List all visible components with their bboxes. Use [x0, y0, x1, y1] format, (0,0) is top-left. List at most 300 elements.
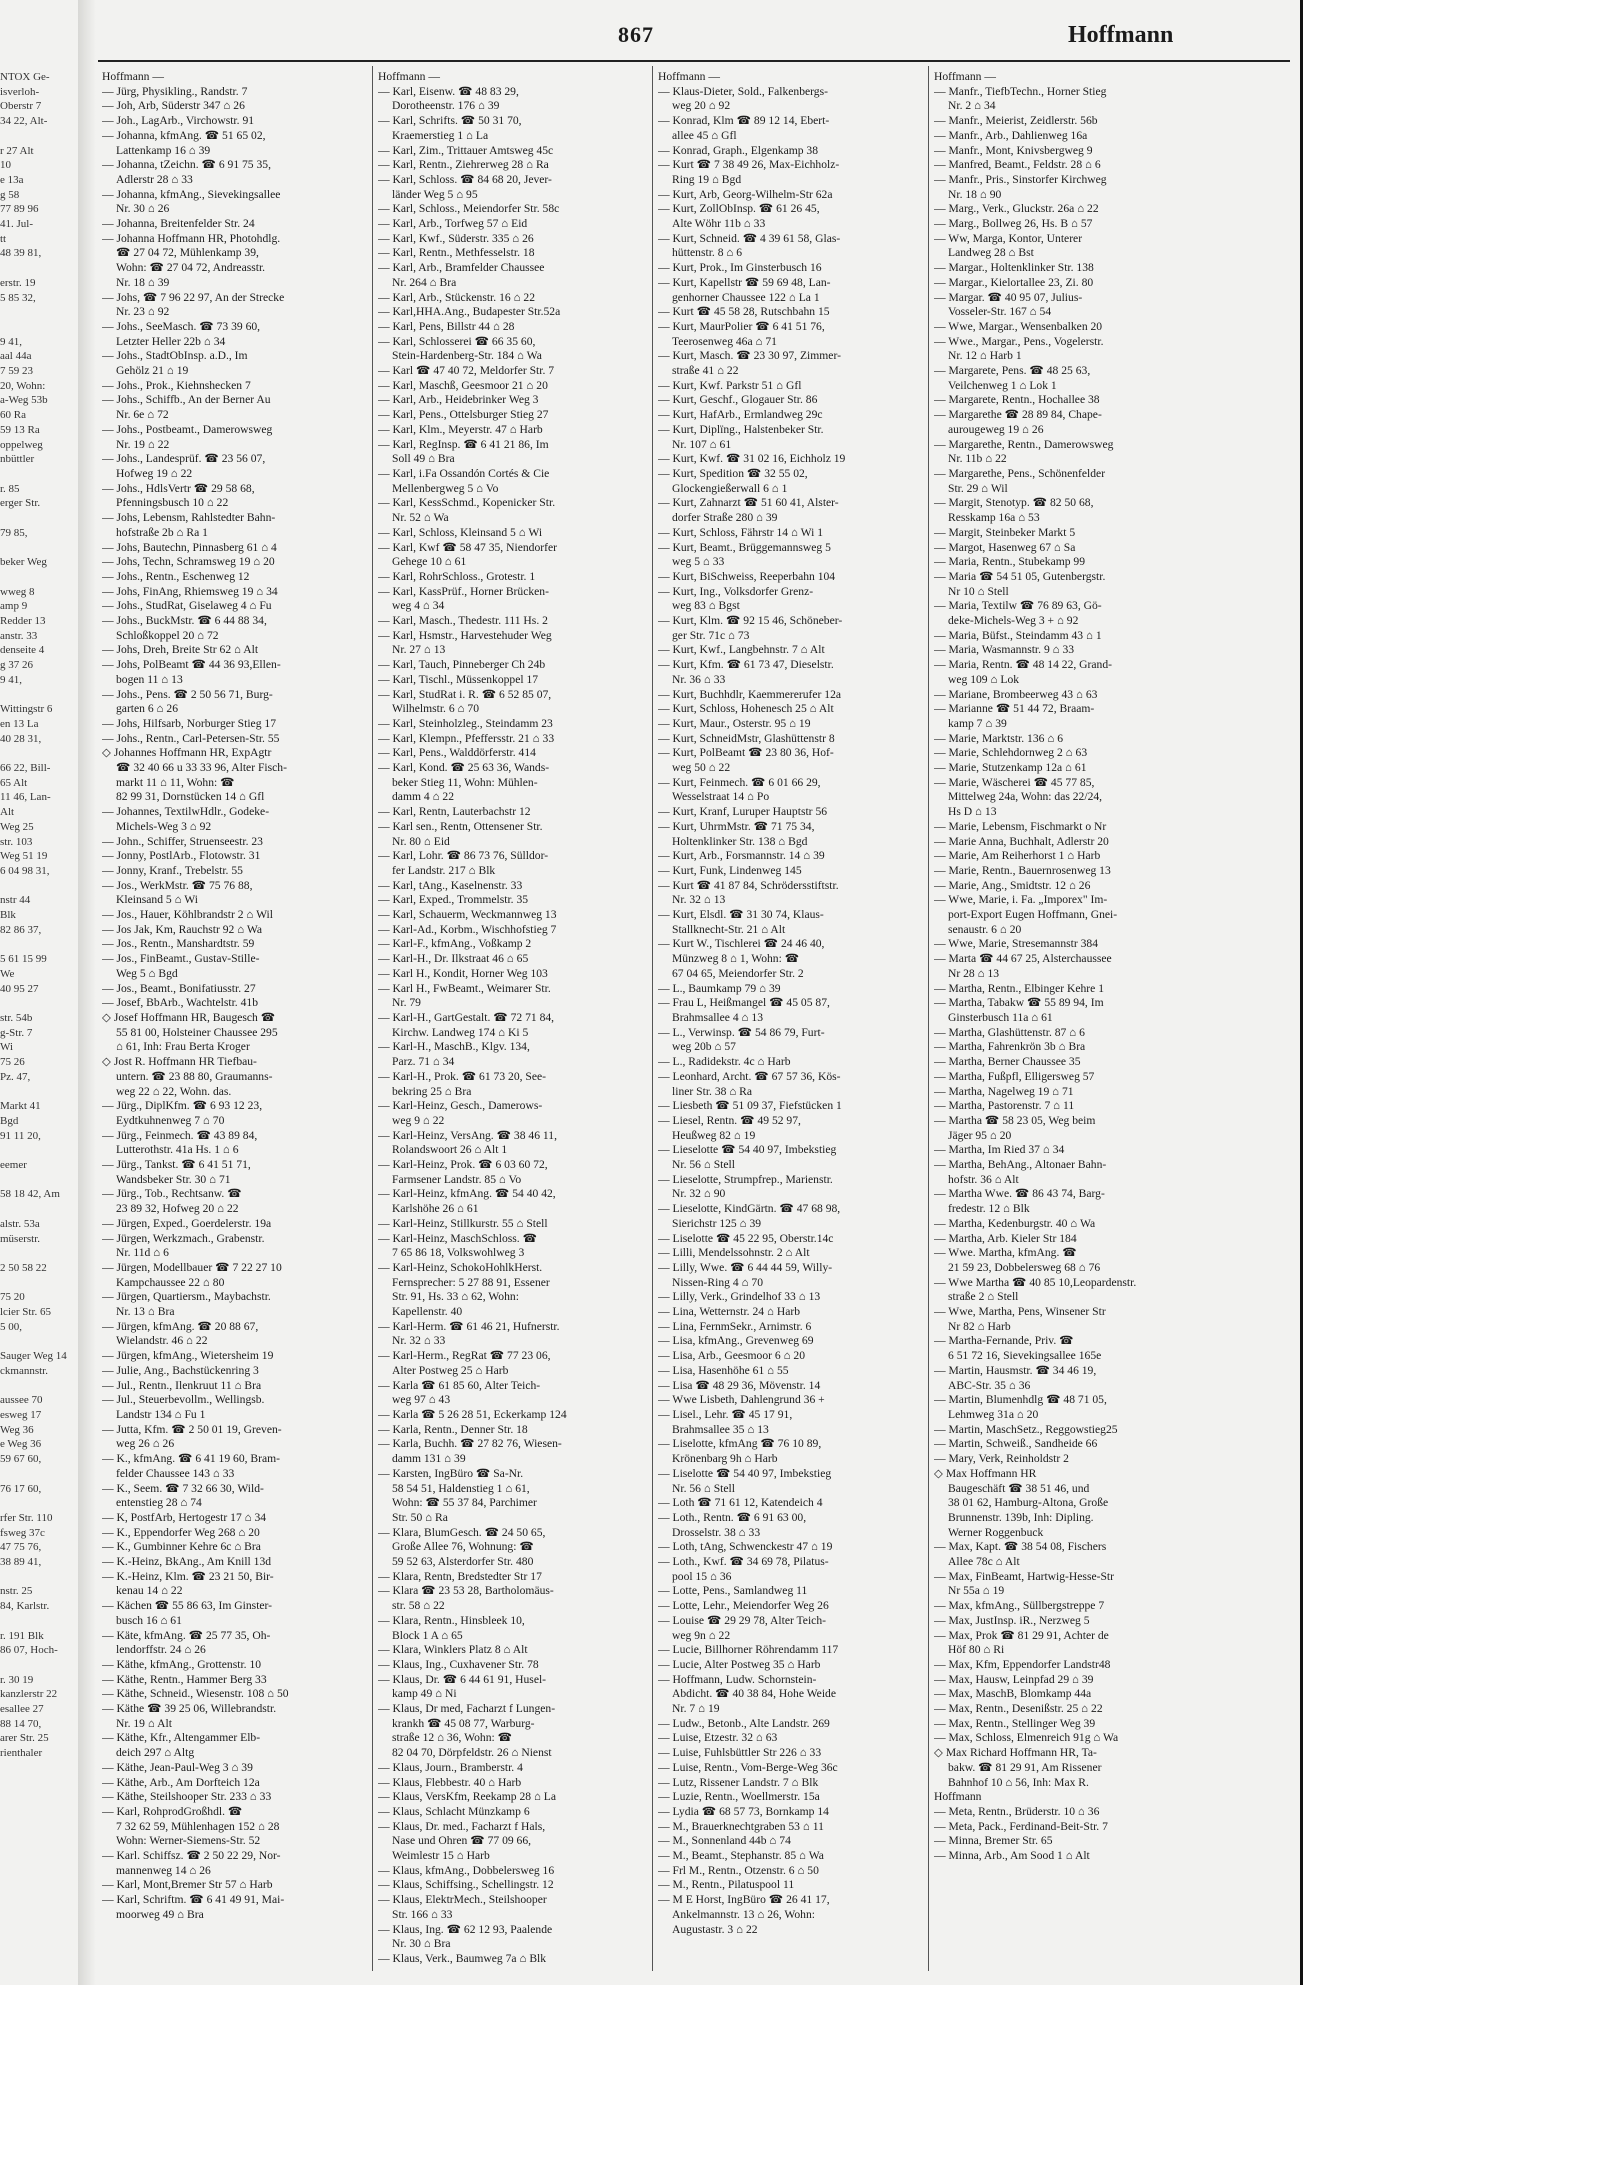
- directory-entry: 58 54 51, Haldenstieg 1 ⌂ 61,: [392, 1481, 530, 1495]
- directory-entry: — Maria, Büfst., Steindamm 43 ⌂ 1: [934, 628, 1102, 642]
- directory-entry: — Martha-Fernande, Priv. ☎: [934, 1334, 1074, 1348]
- directory-entry: Hs D ⌂ 13: [948, 805, 997, 819]
- facing-page-line: rfer Str. 110: [0, 1511, 53, 1524]
- directory-entry: — Maria, Rentn. ☎ 48 14 22, Grand-: [934, 658, 1113, 672]
- directory-entry: Nr. 52 ⌂ Wa: [392, 511, 449, 525]
- facing-page-line: 48 39 81,: [0, 247, 42, 260]
- directory-entry: — Jürg., Tankst. ☎ 6 41 51 71,: [102, 1158, 251, 1172]
- facing-page-line: 82 86 37,: [0, 923, 42, 936]
- facing-page-line: a-Weg 53b: [0, 394, 48, 407]
- directory-entry: — Klaus, Dr. med., Facharzt f Hals,: [378, 1819, 546, 1833]
- directory-entry: — Martha, Fußpfl, Elligersweg 57: [934, 1069, 1095, 1083]
- directory-entry: — Karl, Kwf., Süderstr. 335 ⌂ 26: [378, 231, 534, 245]
- directory-entry: — Kurt, BiSchweiss, Reeperbahn 104: [658, 569, 836, 583]
- directory-entry: — Käthe, Rentn., Hammer Berg 33: [102, 1672, 267, 1686]
- directory-entry: kamp 49 ⌂ Ni: [392, 1687, 457, 1701]
- directory-entry: — Frau L, Heißmangel ☎ 45 05 87,: [658, 996, 830, 1010]
- directory-entry: bogen 11 ⌂ 13: [116, 672, 183, 686]
- directory-entry: — Loth., Kwf. ☎ 34 69 78, Pilatus-: [658, 1555, 829, 1569]
- directory-entry: — Liesel, Rentn. ☎ 49 52 97,: [658, 1113, 801, 1127]
- directory-entry: — Wwe Martha ☎ 40 85 10,Leopardenstr.: [934, 1275, 1137, 1289]
- facing-page-line: arer Str. 25: [0, 1732, 49, 1745]
- facing-page-line: Blk: [0, 909, 16, 922]
- directory-entry: allee 45 ⌂ Gfl: [672, 128, 737, 142]
- directory-entry: — Karl, Tischl., Müssenkoppel 17: [378, 672, 539, 686]
- directory-entry: — Kurt ☎ 7 38 49 26, Max-Eichholz-: [658, 158, 840, 172]
- directory-entry: Drosselstr. 38 ⌂ 33: [672, 1525, 761, 1539]
- directory-entry: — Käte, kfmAng. ☎ 25 77 35, Oh-: [102, 1628, 271, 1642]
- directory-entry: fer Landstr. 217 ⌂ Blk: [392, 863, 496, 877]
- directory-entry: — Karl, Hsmstr., Harvestehuder Weg: [378, 628, 552, 642]
- directory-entry: beker Stieg 11, Wohn: Mühlen-: [392, 775, 538, 789]
- facing-page-line: [0, 1379, 80, 1394]
- directory-entry: — Käthe, Jean-Paul-Weg 3 ⌂ 39: [102, 1760, 253, 1774]
- directory-entry: Wielandstr. 46 ⌂ 22: [116, 1334, 208, 1348]
- directory-entry: — Loth ☎ 71 61 12, Katendeich 4: [658, 1496, 823, 1510]
- directory-entry: ⌂ 61, Inh: Frau Berta Kroger: [116, 1040, 250, 1054]
- directory-entry: — Kurt, ZollObInsp. ☎ 61 26 45,: [658, 202, 820, 216]
- directory-entry: — Karl-H., MaschB., Klgv. 134,: [378, 1040, 530, 1054]
- directory-entry: — Frl M., Rentn., Otzenstr. 6 ⌂ 50: [658, 1863, 819, 1877]
- directory-entry: — Kurt, Kapellstr ☎ 59 69 48, Lan-: [658, 275, 831, 289]
- directory-entry: 55 81 00, Holsteiner Chaussee 295: [116, 1025, 278, 1039]
- directory-entry: Abdicht. ☎ 40 38 84, Hohe Weide: [672, 1687, 836, 1701]
- directory-entry: garten 6 ⌂ 26: [116, 702, 179, 716]
- directory-entry: — Lucie, Alter Postweg 35 ⌂ Harb: [658, 1657, 821, 1671]
- directory-entry: hüttenstr. 8 ⌂ 6: [672, 246, 743, 260]
- directory-entry: Nr. 2 ⌂ 34: [948, 99, 996, 113]
- directory-entry: Nr. 30 ⌂ 26: [116, 202, 170, 216]
- directory-entry: — Karl, Exped., Trommelstr. 35: [378, 893, 529, 907]
- facing-page-line: [0, 1143, 80, 1158]
- directory-entry: — Karl, KessSchmd., Kopenicker Str.: [378, 496, 556, 510]
- directory-entry: Weg 5 ⌂ Bgd: [116, 966, 178, 980]
- directory-entry: — Kurt, Diplïng., Halstenbeker Str.: [658, 422, 824, 436]
- directory-entry: — Karl-Heinz, Gesch., Damerows-: [378, 1099, 543, 1113]
- facing-page-line: [0, 305, 80, 320]
- directory-entry: — Karl, Schloss., Meiendorfer Str. 58c: [378, 202, 560, 216]
- directory-entry: — K., Gumbinner Kehre 6c ⌂ Bra: [102, 1540, 261, 1554]
- directory-entry: — Meta, Rentn., Brüderstr. 10 ⌂ 36: [934, 1804, 1100, 1818]
- book-gutter: [78, 0, 96, 1985]
- directory-entry: Schloßkoppel 20 ⌂ 72: [116, 628, 219, 642]
- directory-entry: — Karl-Herm., RegRat ☎ 77 23 06,: [378, 1349, 551, 1363]
- directory-entry: — Karl H., FwBeamt., Weimarer Str.: [378, 981, 551, 995]
- facing-page-line: [0, 261, 80, 276]
- directory-entry: Veilchenweg 1 ⌂ Lok 1: [948, 378, 1057, 392]
- directory-entry: — Kurt W., Tischlerei ☎ 24 46 40,: [658, 937, 825, 951]
- directory-entry: Str. 91, Hs. 33 ⌂ 62, Wohn:: [392, 1290, 519, 1304]
- directory-entry: — Klara, Rentn, Bredstedter Str 17: [378, 1569, 542, 1583]
- directory-entry: — Karla ☎ 61 85 60, Alter Teich-: [378, 1378, 541, 1392]
- facing-page-line: 77 89 96: [0, 203, 39, 216]
- facing-page-line: 59 13 Ra: [0, 423, 40, 436]
- directory-entry: — Wwe. Martha, kfmAng. ☎: [934, 1246, 1077, 1260]
- directory-entry: — Meta, Pack., Ferdinand-Beit-Str. 7: [934, 1819, 1108, 1833]
- facing-page-line: [0, 1085, 80, 1100]
- directory-entry: — Margot, Hasenweg 67 ⌂ Sa: [934, 540, 1076, 554]
- directory-entry: — Marie, Lebensm, Fischmarkt o Nr: [934, 819, 1107, 833]
- facing-page-line: Bgd: [0, 1114, 19, 1127]
- directory-entry: Nr. 19 ⌂ 22: [116, 437, 170, 451]
- directory-entry: — Kurt, Schloss, Fährstr 14 ⌂ Wi 1: [658, 525, 824, 539]
- directory-entry: — Kurt, Beamt., Brüggemannsweg 5: [658, 540, 831, 554]
- directory-entry: Vosseler-Str. 167 ⌂ 54: [948, 305, 1052, 319]
- directory-entry: — Kächen ☎ 55 86 63, Im Ginster-: [102, 1599, 273, 1613]
- facing-page-line: nstr 44: [0, 894, 31, 907]
- directory-entry: — Karl, Eisenw. ☎ 48 83 29,: [378, 84, 519, 98]
- directory-entry: — Karl-H., GartGestalt. ☎ 72 71 84,: [378, 1011, 555, 1024]
- facing-page-line: r. 30 19: [0, 1673, 34, 1686]
- directory-entry: — Klaus, Schiffsing., Schellingstr. 12: [378, 1878, 554, 1892]
- directory-entry: Nr. 13 ⌂ Bra: [116, 1305, 175, 1319]
- directory-entry: — Martha, Glashüttenstr. 87 ⌂ 6: [934, 1025, 1085, 1039]
- directory-entry: Baugeschäft ☎ 38 51 46, und: [948, 1481, 1090, 1495]
- directory-entry: — Karl, Arb., Stückenstr. 16 ⌂ 22: [378, 290, 536, 304]
- facing-page-line: [0, 1276, 80, 1291]
- facing-page-line: oppelweg: [0, 438, 43, 451]
- facing-page-line: 9 41,: [0, 673, 22, 686]
- directory-entry: — Max, Schloss, Elmenreich 91g ⌂ Wa: [934, 1731, 1119, 1745]
- directory-entry: weg 20 ⌂ 92: [672, 99, 731, 113]
- directory-entry: — Luzie, Rentn., Woellmerstr. 15a: [658, 1790, 820, 1804]
- directory-entry: — Karl, Maschß, Geesmoor 21 ⌂ 20: [378, 378, 548, 392]
- directory-entry: — Johs., StadtObInsp. a.D., Im: [102, 349, 248, 363]
- directory-entry: deke-Michels-Weg 3 + ⌂ 92: [948, 614, 1079, 628]
- directory-entry: Nr. 56 ⌂ Stell: [672, 1158, 735, 1172]
- directory-entry: ◇ Max Hoffmann HR: [934, 1466, 1037, 1480]
- directory-entry: — Jul., Steuerbevollm., Wellingsb.: [102, 1393, 265, 1407]
- facing-page-line: 59 67 60,: [0, 1453, 42, 1466]
- directory-entry: — Johanna Hoffmann HR, Photohdlg.: [102, 231, 281, 245]
- directory-entry: — Klara ☎ 23 53 28, Bartholomäus-: [378, 1584, 554, 1598]
- directory-entry: — Jos Jak, Km, Rauchstr 92 ⌂ Wa: [102, 922, 263, 936]
- directory-entry: — Kurt, Kranf, Luruper Hauptstr 56: [658, 805, 828, 819]
- directory-entry: weg 97 ⌂ 43: [392, 1393, 451, 1407]
- facing-page-line: [0, 1334, 80, 1349]
- directory-entry: Lutterothstr. 41a Hs. 1 ⌂ 6: [116, 1143, 239, 1157]
- directory-entry: — Kurt, Elsdl. ☎ 31 30 74, Klaus-: [658, 908, 824, 922]
- running-head: Hoffmann: [1068, 22, 1174, 48]
- facing-page-line: 40 28 31,: [0, 732, 42, 745]
- directory-entry: — Kurt, Schloss, Hohenesch 25 ⌂ Alt: [658, 702, 834, 716]
- facing-page-line: [0, 879, 80, 894]
- directory-entry: Soll 49 ⌂ Bra: [392, 452, 455, 466]
- directory-entry: — Kurt, Kwf., Langbehnstr. 7 ⌂ Alt: [658, 643, 825, 657]
- facing-page-line: beker Weg: [0, 556, 47, 569]
- directory-entry: Glockengießerwall 6 ⌂ 1: [672, 481, 788, 495]
- directory-entry: — Klaus, ElektrMech., Steilshooper: [378, 1893, 547, 1907]
- directory-entry: Ring 19 ⌂ Bgd: [672, 172, 742, 186]
- directory-entry: — Johs, Hilfsarb, Norburger Stieg 17: [102, 716, 276, 730]
- directory-entry: — Marg., Bollweg 26, Hs. B ⌂ 57: [934, 217, 1093, 231]
- directory-entry: — Kurt, Schneid. ☎ 4 39 61 58, Glas-: [658, 231, 841, 245]
- facing-page-line: erger Str.: [0, 497, 41, 510]
- directory-entry: — Max, Prok ☎ 81 29 91, Achter de: [934, 1628, 1109, 1642]
- directory-entry: — Karl-Heinz, MaschSchloss. ☎: [378, 1231, 538, 1245]
- facing-page-line: eemer: [0, 1159, 27, 1172]
- facing-page-line: nstr. 25: [0, 1585, 33, 1598]
- directory-entry: — Karl, Rentn., Ziehrerweg 28 ⌂ Ra: [378, 158, 549, 172]
- directory-entry: — Martin, Hausmstr. ☎ 34 46 19,: [934, 1363, 1097, 1377]
- directory-entry: weg 4 ⌂ 34: [392, 599, 445, 613]
- facing-page-line: [0, 320, 80, 335]
- directory-entry: — Jul., Rentn., Ilenkruut 11 ⌂ Bra: [102, 1378, 262, 1392]
- directory-entry: Lehmweg 31a ⌂ 20: [948, 1407, 1039, 1421]
- directory-entry: — Max, Kfm, Eppendorfer Landstr48: [934, 1657, 1111, 1671]
- directory-entry: 67 04 65, Meiendorfer Str. 2: [672, 966, 804, 980]
- directory-entry: lendorffstr. 24 ⌂ 26: [116, 1643, 206, 1657]
- directory-entry: weg 9n ⌂ 22: [672, 1628, 731, 1642]
- directory-entry: Heußweg 82 ⌂ 19: [672, 1128, 756, 1142]
- directory-entry: bakw. ☎ 81 29 91, Am Rissener: [948, 1760, 1102, 1774]
- directory-entry: Wohn: ☎ 55 37 84, Parchimer: [392, 1496, 537, 1510]
- directory-entry: — Karl-Heinz, VersAng. ☎ 38 46 11,: [378, 1128, 557, 1142]
- directory-entry: Große Allee 76, Wohnung: ☎: [392, 1540, 534, 1554]
- directory-entry: — Kurt ☎ 45 58 28, Rutschbahn 15: [658, 305, 830, 319]
- directory-entry: — Marie, Ang., Smidtstr. 12 ⌂ 26: [934, 878, 1091, 892]
- facing-page-line: 34 22, Alt-: [0, 115, 48, 128]
- directory-entry: — K., kfmAng. ☎ 6 41 19 60, Bram-: [102, 1452, 281, 1466]
- directory-entry: — Karl, Schloss. ☎ 84 68 20, Jever-: [378, 172, 552, 186]
- directory-entry: straße 41 ⌂ 22: [672, 364, 739, 378]
- directory-entry: — Wwe, Marie, Stresemannstr 384: [934, 937, 1098, 951]
- directory-entry: — Karla, Buchh. ☎ 27 82 76, Wiesen-: [378, 1437, 562, 1451]
- directory-entry: — Klaus, Dr. ☎ 6 44 61 91, Husel-: [378, 1672, 547, 1686]
- directory-entry: — Jutta, Kfm. ☎ 2 50 01 19, Greven-: [102, 1422, 282, 1436]
- directory-entry: kamp 7 ⌂ 39: [948, 716, 1007, 730]
- directory-entry: Nr 28 ⌂ 13: [948, 966, 1000, 980]
- facing-page-line: Alt: [0, 806, 15, 819]
- directory-entry: — Karl, KassPrüf., Horner Brücken-: [378, 584, 549, 598]
- directory-entry: Wandsbeker Str. 30 ⌂ 71: [116, 1172, 231, 1186]
- directory-entry: — Karla ☎ 5 26 28 51, Eckerkamp 124: [378, 1407, 567, 1421]
- directory-entry: — Karl, Masch., Thedestr. 111 Hs. 2: [378, 614, 548, 628]
- directory-entry: — Liselotte, kfmAng ☎ 76 10 89,: [658, 1437, 822, 1451]
- facing-page-line: Wi: [0, 1041, 13, 1054]
- directory-entry: liner Str. 38 ⌂ Ra: [672, 1084, 753, 1098]
- facing-page-line: [0, 937, 80, 952]
- directory-entry: — Johs, ☎ 7 96 22 97, An der Strecke: [102, 290, 285, 304]
- directory-entry: — M., Brauerknechtgraben 53 ⌂ 11: [658, 1819, 824, 1833]
- directory-entry: Nr. 19 ⌂ Alt: [116, 1716, 172, 1730]
- directory-entry: — Karl, Lohr. ☎ 86 73 76, Sülldor-: [378, 849, 549, 863]
- facing-page-line: müserstr.: [0, 1232, 41, 1245]
- directory-entry: — Lilly, Wwe. ☎ 6 44 44 59, Willy-: [658, 1260, 833, 1274]
- directory-entry: Nr. 12 ⌂ Harb 1: [948, 349, 1022, 363]
- directory-entry: Münzweg 8 ⌂ 1, Wohn: ☎: [672, 952, 800, 966]
- directory-entry: — Jos., Beamt., Bonifatiusstr. 27: [102, 981, 256, 995]
- facing-page-line: 20, Wohn:: [0, 379, 46, 392]
- directory-entry: Hoffmann: [934, 1790, 982, 1804]
- directory-entry: — Lina, FernmSekr., Arnimstr. 6: [658, 1319, 812, 1333]
- directory-entry: — Karl-H., Dr. Ilkstraat 46 ⌂ 65: [378, 952, 529, 966]
- facing-page-line: Markt 41: [0, 1100, 41, 1113]
- directory-entry: weg 20b ⌂ 57: [672, 1040, 736, 1054]
- facing-page-line: r. 85: [0, 482, 20, 495]
- directory-entry: — Karl, RohrSchloss., Grotestr. 1: [378, 569, 536, 583]
- directory-entry: krankh ☎ 45 08 77, Warburg-: [392, 1716, 535, 1730]
- directory-entry: 7 65 86 18, Volkswohlweg 3: [392, 1246, 525, 1260]
- directory-entry: — Martha, Rentn., Elbinger Kehre 1: [934, 981, 1104, 995]
- directory-entry: Nr 55a ⌂ 19: [948, 1584, 1005, 1598]
- directory-entry: — Karl-Heinz, Prok. ☎ 6 03 60 72,: [378, 1158, 548, 1172]
- page-edge: [1300, 0, 1303, 1985]
- facing-page-line: We: [0, 967, 15, 980]
- facing-page-line: g-Str. 7: [0, 1026, 33, 1039]
- directory-entry: — Kurt, SchneidMstr, Glashüttenstr 8: [658, 731, 835, 745]
- directory-entry: — Kurt, Zahnarzt ☎ 51 60 41, Alster-: [658, 496, 839, 510]
- facing-page-line: [0, 688, 80, 703]
- directory-entry: busch 16 ⌂ 61: [116, 1613, 182, 1627]
- directory-entry: — Julie, Ang., Bachstückenring 3: [102, 1363, 259, 1377]
- directory-entry: Ginsterbusch 11a ⌂ 61: [948, 1011, 1053, 1024]
- directory-entry: — Manfr., Mont, Knivsbergweg 9: [934, 143, 1093, 157]
- directory-entry: Str. 29 ⌂ Wil: [948, 481, 1008, 495]
- facing-page-line: 47 75 76,: [0, 1541, 42, 1554]
- facing-page-line: 40 95 27: [0, 982, 39, 995]
- directory-entry: — Wwe., Margar., Pens., Vogelerstr.: [934, 334, 1104, 348]
- facing-page-line: 58 18 42, Am: [0, 1188, 60, 1201]
- facing-page-line: [0, 129, 80, 144]
- directory-entry: — Marie, Stutzenkamp 12a ⌂ 61: [934, 761, 1087, 775]
- directory-entry: — Lisel., Lehr. ☎ 45 17 91,: [658, 1407, 793, 1421]
- directory-entry: Letzter Heller 22b ⌂ 34: [116, 334, 226, 348]
- directory-entry: — Martha, Fahrenkrön 3b ⌂ Bra: [934, 1040, 1086, 1054]
- directory-entry: — Maria, Wasmannstr. 9 ⌂ 33: [934, 643, 1075, 657]
- directory-entry: — Karl, Pens, Billstr 44 ⌂ 28: [378, 319, 515, 333]
- directory-entry: — Margarete, Rentn., Hochallee 38: [934, 393, 1100, 407]
- directory-entry: — Manfr., TiefbTechn., Horner Stieg: [934, 84, 1107, 98]
- directory-entry: — Luise, Fuhlsbüttler Str 226 ⌂ 33: [658, 1746, 822, 1760]
- directory-entry: — Käthe, Kfr., Altengammer Elb-: [102, 1731, 261, 1745]
- directory-entry: — Martha, BehAng., Altonaer Bahn-: [934, 1158, 1107, 1172]
- directory-entry: — Johs., Rentn., Carl-Petersen-Str. 55: [102, 731, 280, 745]
- directory-entry: — Karl, Zim., Trittauer Amtsweg 45c: [378, 143, 554, 157]
- directory-entry: — Kurt, Spedition ☎ 32 55 02,: [658, 466, 808, 480]
- facing-page-line: Weg 25: [0, 820, 34, 833]
- directory-entry: — Karl, Arb., Heidebrinker Weg 3: [378, 393, 539, 407]
- directory-entry: — M., Beamt., Stephanstr. 85 ⌂ Wa: [658, 1849, 824, 1863]
- directory-entry: hofstraße 2b ⌂ Ra 1: [116, 525, 208, 539]
- directory-entry: — Minna, Arb., Am Sood 1 ⌂ Alt: [934, 1849, 1090, 1863]
- directory-entry: Farmsener Landstr. 85 ⌂ Vo: [392, 1172, 522, 1186]
- directory-entry: — Kurt, Masch. ☎ 23 30 97, Zimmer-: [658, 349, 841, 363]
- directory-entry: Kapellenstr. 40: [392, 1305, 463, 1319]
- directory-entry: — Lilly, Verk., Grindelhof 33 ⌂ 13: [658, 1290, 821, 1304]
- directory-entry: Wilhelmstr. 6 ⌂ 70: [392, 702, 479, 716]
- directory-entry: — Louise ☎ 29 29 78, Alter Teich-: [658, 1613, 826, 1627]
- directory-entry: — Margit, Stenotyp. ☎ 82 50 68,: [934, 496, 1094, 510]
- directory-entry: — Klaus, Journ., Bramberstr. 4: [378, 1760, 523, 1774]
- facing-page-line: 91 11 20,: [0, 1129, 41, 1142]
- directory-entry: — Margarethe ☎ 28 89 84, Chape-: [934, 408, 1102, 422]
- directory-entry: Brahmsallee 35 ⌂ 13: [672, 1422, 769, 1436]
- directory-entry: — Kurt, Buchhdlr, Kaemmererufer 12a: [658, 687, 842, 701]
- directory-entry: — Max, kfmAng., Süllbergstreppe 7: [934, 1599, 1105, 1613]
- directory-entry: — Margarethe, Pens., Schönenfelder: [934, 466, 1106, 480]
- directory-entry: Karlshöhe 26 ⌂ 61: [392, 1202, 479, 1216]
- directory-entry: Hoffmann —: [658, 70, 720, 83]
- directory-entry: Bahnhof 10 ⌂ 56, Inh: Max R.: [948, 1775, 1089, 1789]
- directory-entry: felder Chaussee 143 ⌂ 33: [116, 1466, 235, 1480]
- directory-entry: — Karl, RohprodGroßhdl. ☎: [102, 1804, 243, 1818]
- facing-page-line: e Weg 36: [0, 1438, 42, 1451]
- directory-entry: — Luise, Etzestr. 32 ⌂ 63: [658, 1731, 778, 1745]
- directory-entry: — Jürgen, Werkzmach., Grabenstr.: [102, 1231, 265, 1245]
- directory-entry: — Lieselotte ☎ 54 40 97, Imbekstieg: [658, 1143, 837, 1157]
- directory-entry: — Josef, BbArb., Wachtelstr. 41b: [102, 996, 258, 1010]
- directory-entry: weg 22 ⌂ 22, Wohn. das.: [116, 1084, 232, 1098]
- directory-entry: Nr. 27 ⌂ 13: [392, 643, 446, 657]
- directory-entry: Brahmsallee 4 ⌂ 13: [672, 1011, 763, 1024]
- directory-entry: — Karl ☎ 47 40 72, Meldorfer Str. 7: [378, 364, 555, 378]
- facing-page-line: 75 20: [0, 1291, 25, 1304]
- directory-entry: Nr. 11b ⌂ 22: [948, 452, 1007, 466]
- directory-entry: Hoffmann —: [102, 70, 164, 83]
- directory-entry: — Ludw., Betonb., Alte Landstr. 269: [658, 1716, 830, 1730]
- directory-entry: Krönenbarg 9h ⌂ Harb: [672, 1452, 778, 1466]
- facing-page-line: Oberstr 7: [0, 100, 42, 113]
- directory-entry: deich 297 ⌂ Altg: [116, 1746, 195, 1760]
- facing-page-line: r. 191 Blk: [0, 1629, 44, 1642]
- directory-entry: Nr. 23 ⌂ 92: [116, 305, 170, 319]
- directory-entry: straße 2 ⌂ Stell: [948, 1290, 1019, 1304]
- column-1: [102, 70, 367, 1970]
- directory-entry: ☎ 32 40 66 u 33 33 96, Alter Fisch-: [116, 761, 287, 775]
- facing-page-line: [0, 1570, 80, 1585]
- directory-entry: dorfer Straße 280 ⌂ 39: [672, 511, 778, 525]
- directory-entry: Stallknecht-Str. 21 ⌂ Alt: [672, 922, 786, 936]
- facing-page-line: alstr. 53a: [0, 1217, 40, 1230]
- directory-entry: — Karla, Rentn., Denner Str. 18: [378, 1422, 528, 1436]
- directory-entry: — Kurt, Feinmech. ☎ 6 01 66 29,: [658, 775, 821, 789]
- directory-entry: — Karl, Pens., Ottelsburger Stieg 27: [378, 408, 549, 422]
- directory-entry: — Lotte, Lehr., Meiendorfer Weg 26: [658, 1599, 829, 1613]
- directory-entry: Mellenbergweg 5 ⌂ Vo: [392, 481, 499, 495]
- directory-entry: — Wwe Lisbeth, Dahlengrund 36 +: [658, 1393, 825, 1407]
- facing-page-line: [0, 1202, 80, 1217]
- directory-entry: — Minna, Bremer Str. 65: [934, 1834, 1053, 1848]
- directory-entry: fredestr. 12 ⌂ Blk: [948, 1202, 1030, 1216]
- directory-entry: — Martin, MaschSetz., Reggowstieg25: [934, 1422, 1118, 1436]
- directory-entry: — Martin, Schweiß., Sandheide 66: [934, 1437, 1098, 1451]
- directory-entry: — Max, JustInsp. iR., Nerzweg 5: [934, 1613, 1090, 1627]
- directory-entry: — Konrad, Graph., Elgenkamp 38: [658, 143, 819, 157]
- facing-page-line: tt: [0, 232, 7, 245]
- facing-page-line: Weg 36: [0, 1423, 34, 1436]
- facing-page-line: 7 59 23: [0, 365, 33, 378]
- facing-page-line: g 58: [0, 188, 20, 201]
- directory-entry: — Klaus, Verk., Baumweg 7a ⌂ Blk: [378, 1952, 547, 1965]
- directory-entry: Wohn: Werner-Siemens-Str. 52: [116, 1834, 261, 1848]
- facing-page-line: 76 17 60,: [0, 1482, 42, 1495]
- directory-entry: — Kurt, Kwf. ☎ 31 02 16, Eichholz 19: [658, 452, 846, 466]
- directory-entry: — L., Verwinsp. ☎ 54 86 79, Furt-: [658, 1025, 825, 1039]
- directory-entry: Mittelweg 24a, Wohn: das 22/24,: [948, 790, 1103, 804]
- directory-entry: — Johanna, tZeichn. ☎ 6 91 75 35,: [102, 158, 271, 172]
- directory-entry: Str. 50 ⌂ Ra: [392, 1510, 448, 1524]
- directory-entry: — Kurt, Arb, Georg-Wilhelm-Str 62a: [658, 187, 833, 201]
- directory-entry: — Johs., Schiffb., An der Berner Au: [102, 393, 271, 407]
- directory-entry: Str. 166 ⌂ 33: [392, 1907, 453, 1921]
- directory-entry: — Karl, Klm., Meyerstr. 47 ⌂ Harb: [378, 422, 543, 436]
- directory-entry: — Loth, tAng, Schwenckestr 47 ⌂ 19: [658, 1540, 833, 1554]
- facing-page-line: [0, 1614, 80, 1629]
- directory-entry: — Klara, Rentn., Hinsbleek 10,: [378, 1613, 525, 1627]
- directory-entry: — Martha, Berner Chaussee 35: [934, 1055, 1081, 1069]
- directory-entry: — Klaus-Dieter, Sold., Falkenbergs-: [658, 84, 828, 98]
